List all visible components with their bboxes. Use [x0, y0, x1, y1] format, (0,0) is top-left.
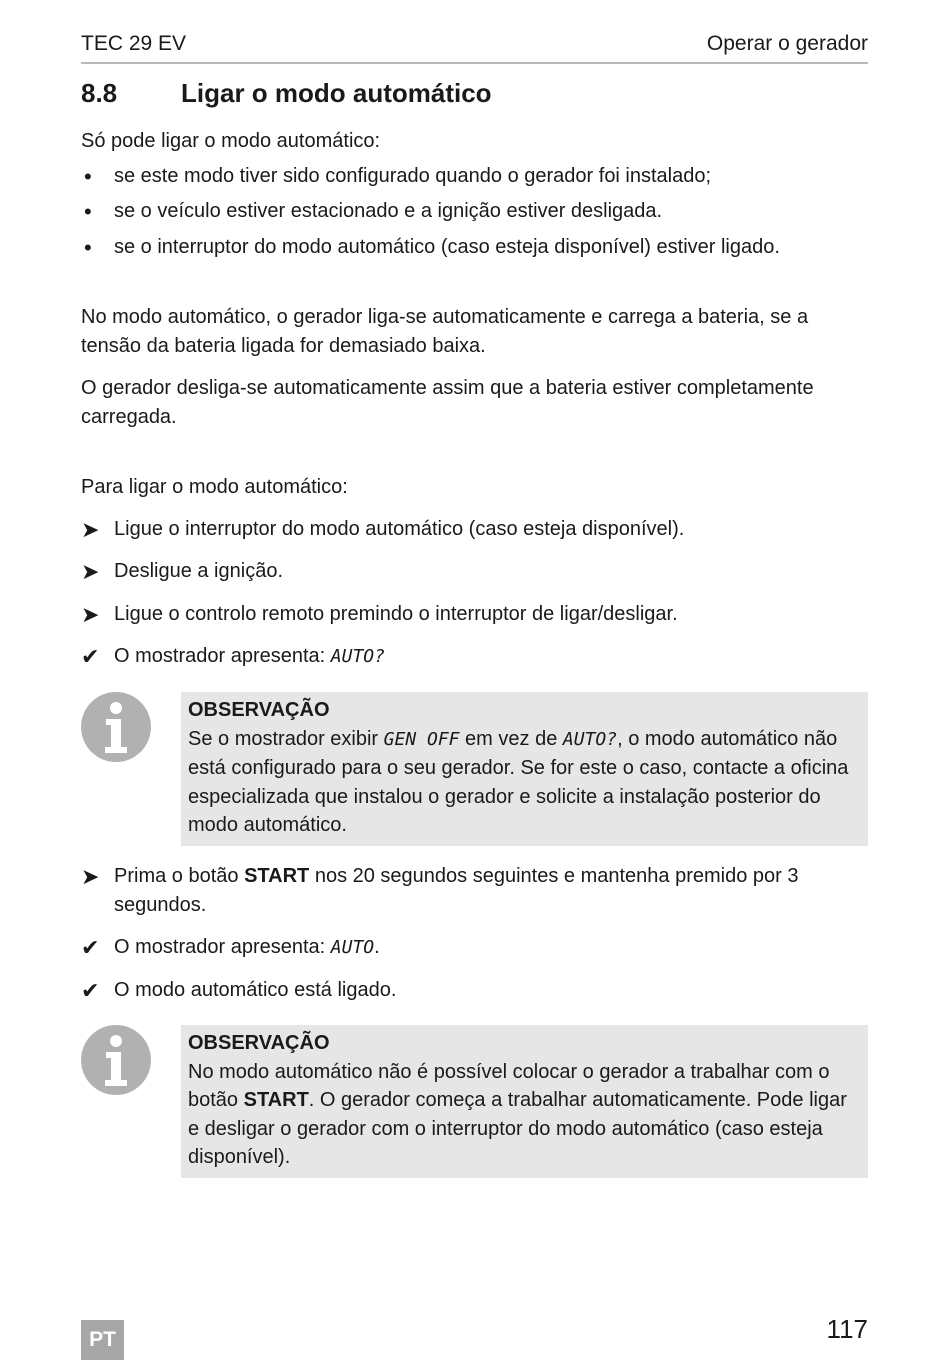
condition-text: se o interruptor do modo automático (caso esteja disponível) estiver ligado.: [114, 236, 780, 258]
chapter-title: Operar o gerador: [706, 32, 868, 55]
result-text: O modo automático está ligado.: [114, 979, 397, 1001]
display-readout: AUTO?: [562, 728, 618, 750]
condition-text: se este modo tiver sido configurado quando o gerador foi instalado;: [114, 165, 712, 187]
note-text: No modo automático não é possível colocar o gerador a trabalhar com o botão START. O gerador começa a trabalhar automaticamente. Pode ligar e desligar o gerador com o interruptor do modo automático (caso esteja disponível).: [188, 1060, 847, 1168]
intro-text: Só pode ligar o modo automático:: [81, 130, 381, 152]
page-header: [81, 30, 868, 64]
display-readout: GEN OFF: [383, 728, 460, 750]
paragraph-auto-off: O gerador desliga-se automaticamente assim que a bateria estiver completamente carregada.: [81, 377, 814, 428]
display-readout: AUTO?: [330, 646, 385, 667]
language-tab: PT: [81, 1320, 124, 1360]
note-box: [181, 692, 868, 846]
note-title: OBSERVAÇÃO: [188, 699, 330, 721]
step-text: Ligue o interruptor do modo automático (caso esteja disponível).: [114, 518, 685, 540]
result-text: O mostrador apresenta: AUTO.: [114, 936, 380, 958]
steps-intro: Para ligar o modo automático:: [81, 476, 348, 498]
arrow-icon: ➤: [81, 602, 100, 627]
note-text: Se o mostrador exibir GEN OFF em vez de AUTO?, o modo automático não está configurado para o seu gerador. Se for este o caso, contacte a oficina especializada que instalou o gerador e solicite a instalação posterior do modo automático.: [188, 727, 849, 836]
arrow-icon: ➤: [81, 864, 100, 889]
info-icon: [81, 692, 151, 762]
bullet-marker: •: [84, 235, 92, 260]
section-heading: [81, 78, 492, 109]
step-text: Ligue o controlo remoto premindo o interruptor de ligar/desligar.: [114, 603, 678, 625]
bullet-marker: •: [84, 199, 92, 224]
info-icon: [81, 1025, 151, 1095]
display-readout: AUTO: [330, 937, 375, 958]
step-text: Desligue a ignição.: [114, 560, 283, 582]
note-box: [181, 1025, 868, 1178]
bullet-marker: •: [84, 164, 92, 189]
note-title: OBSERVAÇÃO: [188, 1032, 330, 1054]
check-icon: ✔: [81, 935, 100, 960]
result-text: O mostrador apresenta: AUTO?: [114, 645, 385, 667]
start-label: START: [244, 865, 310, 887]
check-icon: ✔: [81, 978, 100, 1003]
condition-text: se o veículo estiver estacionado e a ignição estiver desligada.: [114, 200, 663, 222]
check-icon: ✔: [81, 644, 100, 669]
paragraph-auto-mode: No modo automático, o gerador liga-se automaticamente e carrega a bateria, se a tensão da bateria ligada for demasiado baixa.: [81, 306, 809, 357]
arrow-icon: ➤: [81, 517, 100, 542]
page-number: 117: [826, 1314, 868, 1344]
start-label: START: [243, 1089, 309, 1111]
document-title: TEC 29 EV: [81, 32, 187, 55]
section-title: Ligar o modo automático: [181, 78, 492, 108]
step-text: Prima o botão START nos 20 segundos seguintes e mantenha premido por 3 segundos.: [114, 865, 799, 916]
arrow-icon: ➤: [81, 559, 100, 584]
section-number: 8.8: [81, 78, 118, 108]
